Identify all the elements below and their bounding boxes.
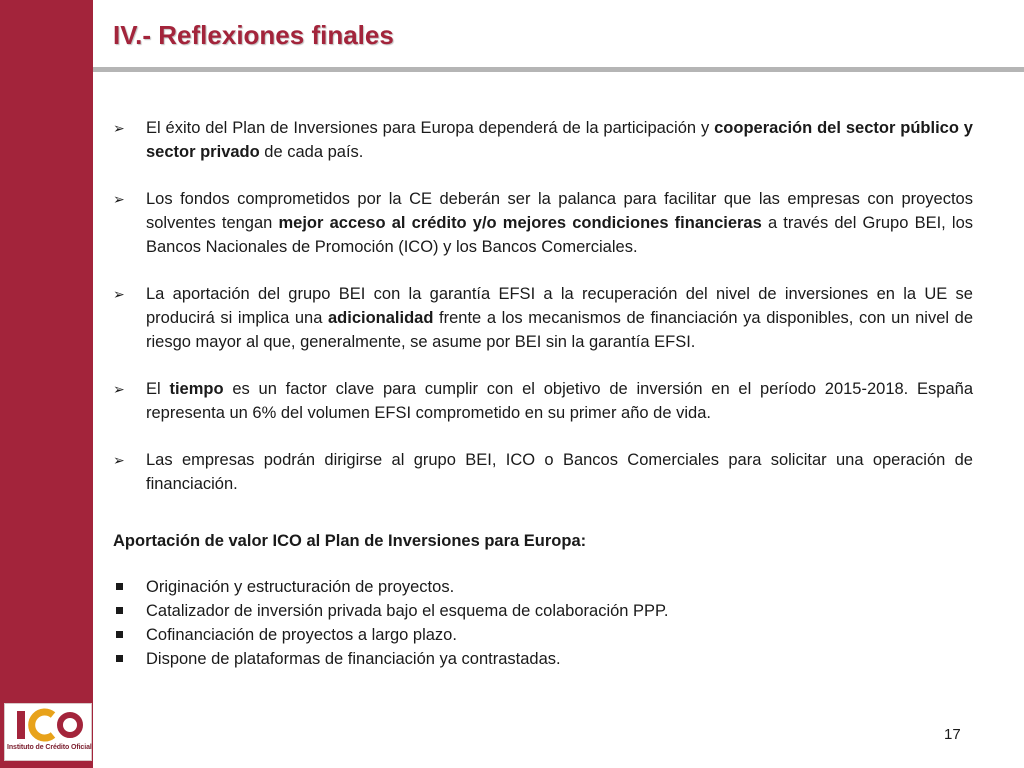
ico-value-list <box>113 575 973 671</box>
text-run: a través del Grupo BEI, los Bancos Nacionales de Promoción (ICO) y los Bancos Comerciales. <box>146 214 974 256</box>
bold-text: tiempo <box>169 380 224 398</box>
bullet-item <box>113 187 973 259</box>
text-run: frente a los mecanismos de financiación ya disponibles, con un nivel de riesgo mayor al que, generalmente, se asume por BEI sin la garantía EFSI. <box>146 309 973 351</box>
value-item <box>113 647 973 671</box>
square-bullet-icon <box>116 607 123 614</box>
value-item <box>113 599 973 623</box>
logo-letter-i-shape <box>17 711 25 739</box>
square-bullet-icon <box>116 655 123 662</box>
value-item-text: Originación y estructuración de proyectos. <box>146 578 455 596</box>
page-number: 17 <box>944 726 961 743</box>
bold-text: adicionalidad <box>327 309 434 327</box>
square-bullet-icon <box>116 631 123 638</box>
value-item-text: Dispone de plataformas de financiación ya contrastadas. <box>146 650 561 668</box>
ico-logo-mark <box>13 708 83 742</box>
logo-caption: Instituto de Crédito Oficial <box>7 744 92 751</box>
arrow-bullet-icon: ➢ <box>113 286 125 302</box>
arrow-bullet-icon: ➢ <box>113 381 125 397</box>
section-heading: Aportación de valor ICO al Plan de Inversiones para Europa: <box>113 532 587 550</box>
text-run: El <box>146 380 170 398</box>
arrow-bullet-icon: ➢ <box>113 191 125 207</box>
title-divider <box>93 67 1024 72</box>
text-run: La aportación del grupo BEI con la garantía EFSI a la recuperación del nivel de inversiones en la UE se producirá si implica una <box>146 285 973 327</box>
bullet-item <box>113 448 973 496</box>
reflection-bullets <box>113 116 973 496</box>
value-item <box>113 623 973 647</box>
bold-text: mejor acceso al crédito y/o mejores condiciones financieras <box>278 214 762 232</box>
ico-logo <box>4 703 92 761</box>
logo-letter-o-shape <box>60 715 80 735</box>
arrow-bullet-icon: ➢ <box>113 452 125 468</box>
logo-letter-c-shape <box>32 712 53 738</box>
value-item-text: Cofinanciación de proyectos a largo plazo. <box>146 626 457 644</box>
arrow-bullet-icon: ➢ <box>113 120 125 136</box>
value-item <box>113 575 973 599</box>
bullet-item <box>113 377 973 425</box>
page-title: IV.- Reflexiones finales <box>113 20 394 50</box>
square-bullet-icon <box>116 583 123 590</box>
bullet-item <box>113 116 973 164</box>
bold-text: cooperación del sector público y sector privado <box>146 119 973 161</box>
text-run: de cada país. <box>259 143 364 161</box>
slide-content <box>113 116 973 671</box>
value-item-text: Catalizador de inversión privada bajo el esquema de colaboración PPP. <box>146 602 669 620</box>
bullet-item <box>113 282 973 354</box>
text-run: Los fondos comprometidos por la CE deberán ser la palanca para facilitar que las empresas con proyectos solventes tengan <box>146 190 973 232</box>
text-run: El éxito del Plan de Inversiones para Europa dependerá de la participación y <box>146 119 715 137</box>
left-accent-bar <box>0 0 93 768</box>
text-run: es un factor clave para cumplir con el objetivo de inversión en el período 2015-2018. España representa un 6% del volumen EFSI comprometido en su primer año de vida. <box>146 380 973 422</box>
text-run: Las empresas podrán dirigirse al grupo BEI, ICO o Bancos Comerciales para solicitar una operación de financiación. <box>146 451 973 493</box>
